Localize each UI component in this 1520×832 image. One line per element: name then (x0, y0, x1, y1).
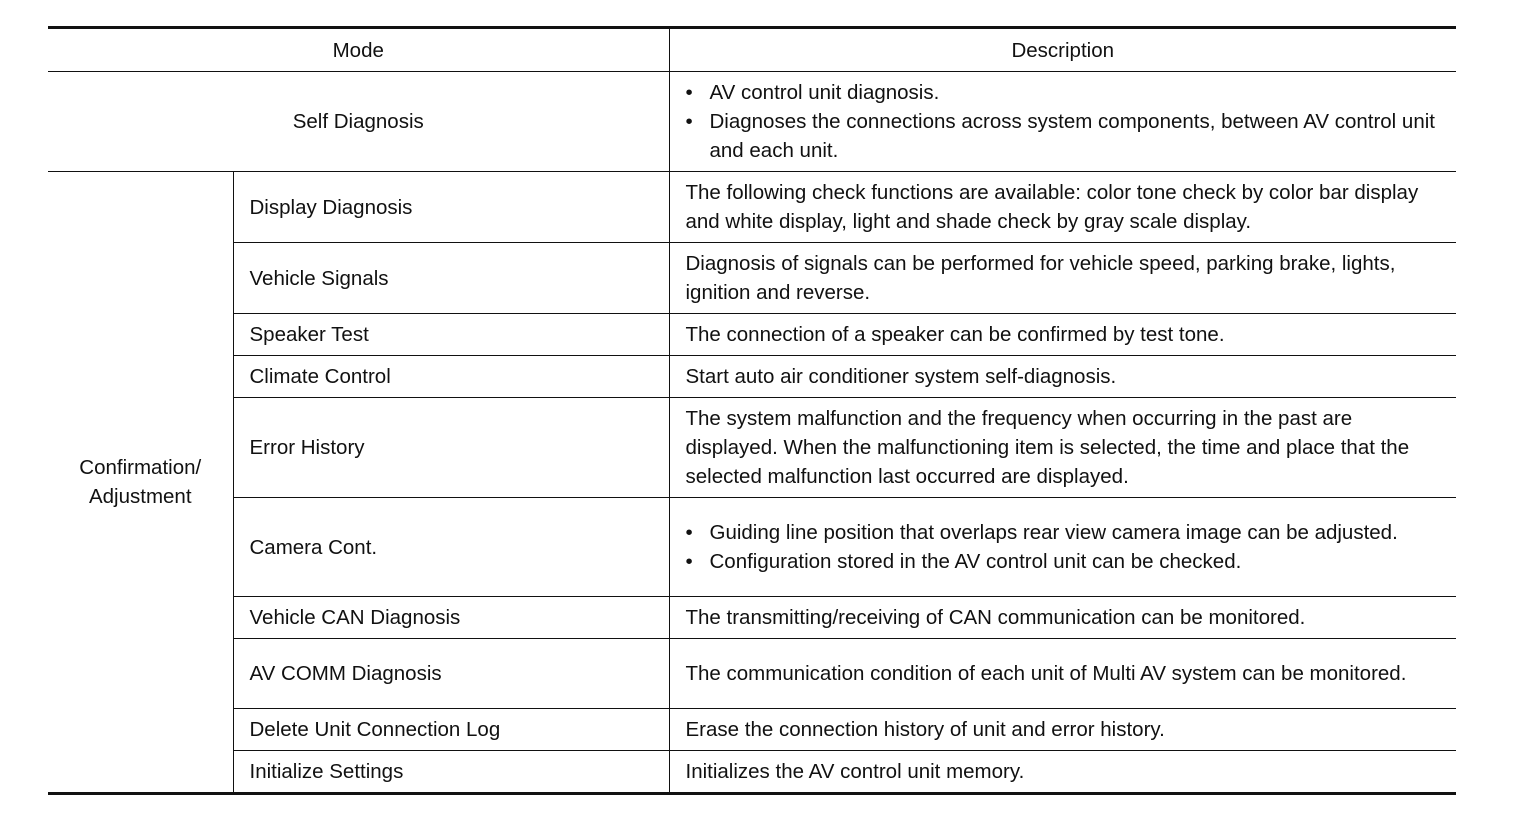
table-row-self-diagnosis (48, 72, 1456, 172)
mode-cell: Initialize Settings (233, 751, 669, 794)
group-label-line2: Adjustment (88, 485, 192, 508)
description-cell: Start auto air conditioner system self-diagnosis. (669, 356, 1456, 398)
description-cell: The connection of a speaker can be confirmed by test tone. (669, 314, 1456, 356)
description-cell: The system malfunction and the frequency when occurring in the past are displayed. When the malfunctioning item is selected, the time and place that the selected malfunction last occurred are displayed. (669, 398, 1456, 498)
mode-cell: Vehicle Signals (233, 243, 669, 314)
group-label-line1: Confirmation/ (79, 456, 202, 479)
table-row (48, 639, 1456, 709)
description-cell: The transmitting/receiving of CAN communication can be monitored. (669, 597, 1456, 639)
list-item: • Configuration stored in the AV control unit can be checked. (686, 547, 1447, 576)
mode-cell: Error History (233, 398, 669, 498)
description-cell: Initializes the AV control unit memory. (669, 751, 1456, 794)
header-row (48, 28, 1456, 72)
list-item: • AV control unit diagnosis. (686, 78, 1447, 107)
table-row (48, 243, 1456, 314)
mode-cell: Display Diagnosis (233, 172, 669, 243)
mode-self-diagnosis: Self Diagnosis (48, 72, 669, 172)
table-row (48, 498, 1456, 597)
table-row (48, 356, 1456, 398)
description-cell: Erase the connection history of unit and error history. (669, 709, 1456, 751)
list-item: • Guiding line position that overlaps rear view camera image can be adjusted. (686, 518, 1447, 547)
table-row (48, 709, 1456, 751)
description-self-diagnosis (669, 72, 1456, 172)
mode-cell: Delete Unit Connection Log (233, 709, 669, 751)
mode-description-table (48, 26, 1456, 795)
mode-cell: AV COMM Diagnosis (233, 639, 669, 709)
mode-cell: Speaker Test (233, 314, 669, 356)
header-description: Description (669, 28, 1456, 72)
description-cell (669, 498, 1456, 597)
header-mode: Mode (48, 28, 669, 72)
table-row (48, 314, 1456, 356)
table-row (48, 172, 1456, 243)
table-row (48, 751, 1456, 794)
list-item: • Diagnoses the connections across system components, between AV control unit and each unit. (686, 107, 1447, 165)
table-row (48, 398, 1456, 498)
description-cell: Diagnosis of signals can be performed for vehicle speed, parking brake, lights, ignition and reverse. (669, 243, 1456, 314)
bullet-list (686, 78, 1447, 165)
description-cell: The communication condition of each unit of Multi AV system can be monitored. (669, 639, 1456, 709)
group-confirmation-adjustment (48, 172, 233, 794)
mode-cell: Camera Cont. (233, 498, 669, 597)
table-row (48, 597, 1456, 639)
mode-cell: Climate Control (233, 356, 669, 398)
bullet-list (686, 518, 1447, 576)
mode-cell: Vehicle CAN Diagnosis (233, 597, 669, 639)
description-cell: The following check functions are available: color tone check by color bar display and white display, light and shade check by gray scale display. (669, 172, 1456, 243)
